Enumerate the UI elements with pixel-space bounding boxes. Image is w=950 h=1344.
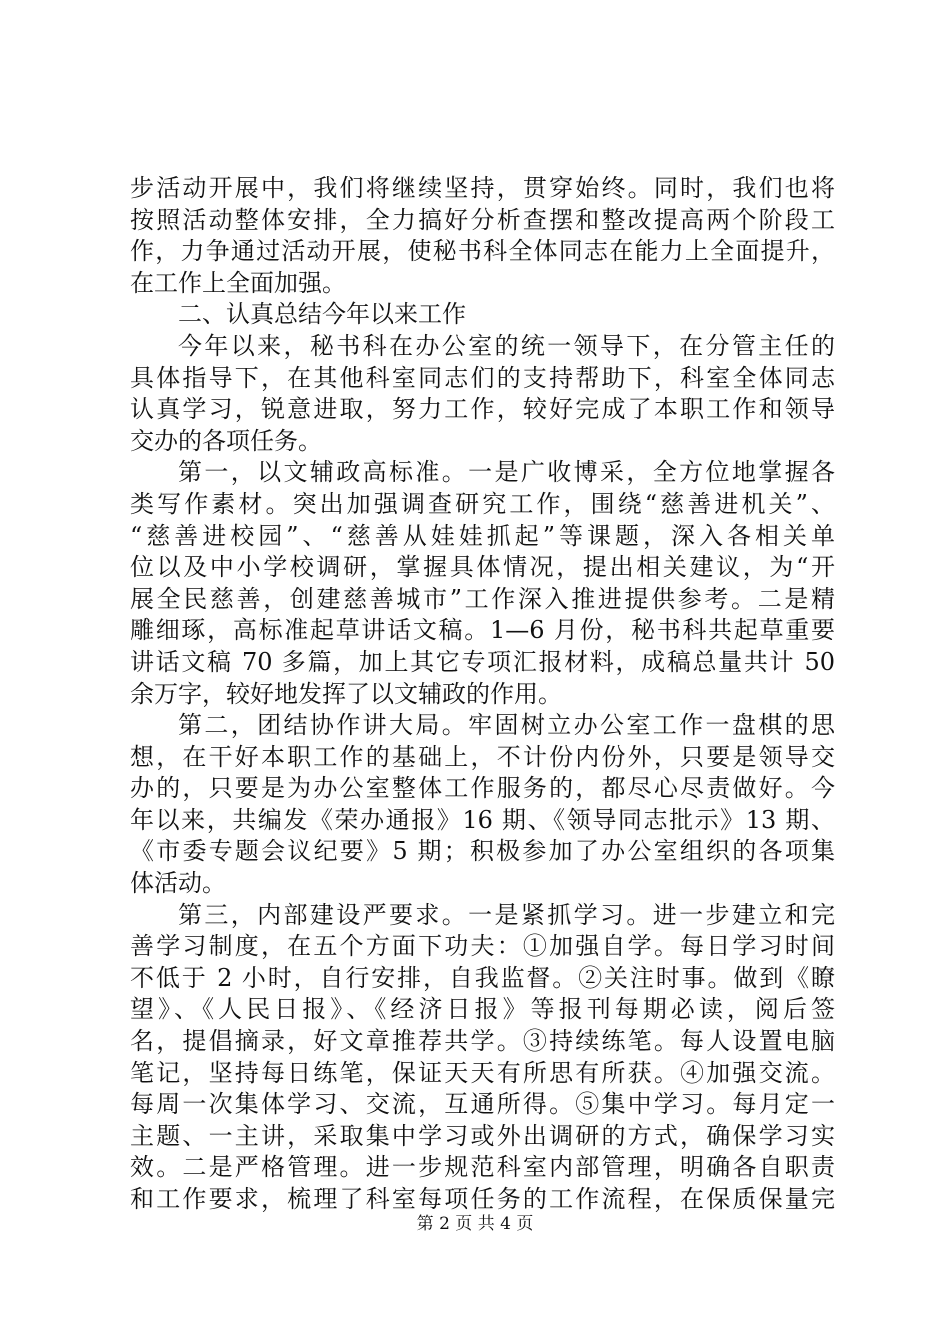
text-line: 今年以来，秘书科在办公室的统一领导下，在分管主任的 — [178, 331, 835, 360]
text-line: 年以来，共编发《荣办通报》16 期、《领导同志批示》13 期、 — [130, 805, 835, 834]
text-line: 主题、一主讲，采取集中学习或外出调研的方式，确保学习实 — [130, 1121, 835, 1150]
text-line: 办的，只要是为办公室整体工作服务的，都尽心尽责做好。今 — [130, 774, 835, 803]
text-line: 第一，以文辅政高标准。一是广收博采，全方位地掌握各 — [178, 458, 835, 487]
text-line: 按照活动整体安排，全力搞好分析查摆和整改提高两个阶段工 — [130, 205, 835, 234]
text-line: 具体指导下，在其他科室同志们的支持帮助下，科室全体同志 — [130, 363, 835, 392]
text-line: 讲话文稿 70 多篇，加上其它专项汇报材料，成稿总量共计 50 — [130, 647, 835, 676]
text-line: 第三，内部建设严要求。一是紧抓学习。进一步建立和完 — [178, 900, 835, 929]
text-line: 每周一次集体学习、交流，互通所得。⑤集中学习。每月定一 — [130, 1090, 835, 1119]
text-line: 望》、《人民日报》、《经济日报》等报刊每期必读，阅后签 — [130, 995, 835, 1024]
text-line: 名，提倡摘录，好文章推荐共学。③持续练笔。每人设置电脑 — [130, 1027, 835, 1056]
text-line: 想，在干好本职工作的基础上，不计份内份外，只要是领导交 — [130, 742, 835, 771]
text-line: 雕细琢，高标准起草讲话文稿。1—6 月份，秘书科共起草重要 — [130, 616, 835, 645]
text-line: 步活动开展中，我们将继续坚持，贯穿始终。同时，我们也将 — [130, 174, 835, 202]
text-line: 类写作素材。突出加强调查研究工作，围绕“慈善进机关”、 — [130, 489, 835, 518]
text-line: 第二，团结协作讲大局。牢固树立办公室工作一盘棋的思 — [178, 711, 835, 740]
text-line: 笔记，坚持每日练笔，保证天天有所思有所获。④加强交流。 — [130, 1058, 835, 1087]
text-line: 二、认真总结今年以来工作 — [178, 300, 466, 329]
text-line: 善学习制度，在五个方面下功夫：①加强自学。每日学习时间 — [130, 932, 835, 961]
text-line: 效。二是严格管理。进一步规范科室内部管理，明确各自职责 — [130, 1153, 835, 1182]
text-line: 不低于 2 小时，自行安排，自我监督。②关注时事。做到《瞭 — [130, 963, 835, 992]
text-line: 展全民慈善，创建慈善城市”工作深入推进提供参考。二是精 — [130, 584, 835, 613]
text-line: 认真学习，锐意进取，努力工作，较好完成了本职工作和领导 — [130, 395, 835, 424]
page-footer: 第 2 页 共 4 页 — [416, 1214, 534, 1234]
text-line: “慈善进校园”、“慈善从娃娃抓起”等课题，深入各相关单 — [130, 521, 835, 550]
text-line: 体活动。 — [130, 869, 226, 898]
text-line: 在工作上全面加强。 — [130, 268, 346, 297]
text-line: 《市委专题会议纪要》5 期；积极参加了办公室组织的各项集 — [130, 837, 835, 866]
document-body — [130, 173, 835, 1216]
text-line: 位以及中小学校调研，掌握具体情况，提出相关建议，为“开 — [130, 553, 835, 582]
text-line: 交办的各项任务。 — [130, 426, 322, 455]
text-line: 作，力争通过活动开展，使秘书科全体同志在能力上全面提升， — [130, 237, 835, 266]
text-line: 和工作要求，梳理了科室每项任务的工作流程，在保质保量完 — [130, 1185, 835, 1213]
text-line: 余万字，较好地发挥了以文辅政的作用。 — [130, 679, 562, 708]
